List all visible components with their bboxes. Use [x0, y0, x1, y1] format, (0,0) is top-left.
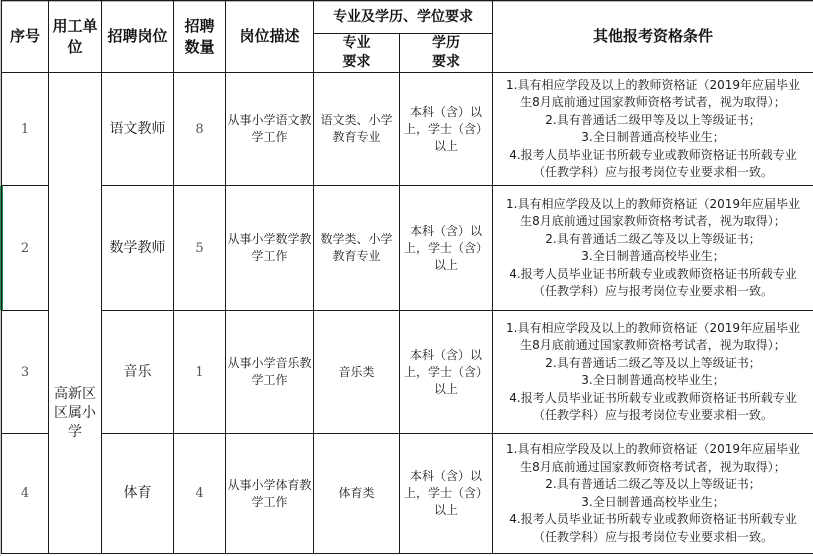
condition-line: 生8月底前通过国家教师资格考试者，视为取得）；	[520, 338, 786, 352]
row-major: 数学类、小学教育专业	[314, 186, 400, 311]
row-desc: 从事小学体育教学工作	[226, 434, 314, 554]
recruitment-table	[1, 0, 813, 554]
row-conditions	[493, 434, 813, 554]
condition-line: 1.具有相应学段及以上的教师资格证（2019年应届毕业	[506, 77, 800, 92]
header-seq: 序号	[2, 1, 49, 73]
row-seq: 2	[2, 186, 49, 311]
table-row	[2, 73, 813, 186]
condition-line: 2.具有普通话二级乙等及以上等级证书；	[545, 231, 761, 246]
row-conditions	[493, 73, 813, 186]
row-seq: 3	[2, 311, 49, 434]
employer-unit-text: 高新区区属小学	[54, 385, 96, 440]
row-major: 体育类	[314, 434, 400, 554]
row-education: 本科（含）以上，学士（含）以上	[400, 186, 493, 311]
row-education: 本科（含）以上，学士（含）以上	[400, 73, 493, 186]
row-desc: 从事小学数学教学工作	[226, 186, 314, 311]
condition-line: （任教学科）应与报考岗位专业要求相一致。	[532, 529, 773, 544]
header-major: 专业要求	[314, 34, 400, 73]
row-education: 本科（含）以上，学士（含）以上	[400, 311, 493, 434]
condition-line: 3.全日制普通高校毕业生；	[581, 249, 725, 263]
condition-line: （任教学科）应与报考岗位专业要求相一致。	[532, 284, 773, 298]
row-count: 4	[174, 434, 226, 554]
row-seq: 1	[2, 73, 49, 186]
condition-line: 生8月底前通过国家教师资格考试者，视为取得）；	[520, 95, 786, 109]
header-post: 招聘岗位	[102, 1, 174, 73]
row-desc: 从事小学音乐教学工作	[226, 311, 314, 434]
row-post: 音乐	[102, 311, 174, 434]
row-major: 语文类、小学教育专业	[314, 73, 400, 186]
row-count: 5	[174, 186, 226, 311]
condition-line: 4.报考人员毕业证书所载专业或教师资格证书所载专业	[509, 390, 797, 405]
row-desc: 从事小学语文教学工作	[226, 73, 314, 186]
row-post: 数学教师	[102, 186, 174, 311]
condition-line: 1.具有相应学段及以上的教师资格证（2019年应届毕业	[506, 320, 800, 335]
condition-line: （任教学科）应与报考岗位专业要求相一致。	[532, 165, 773, 179]
condition-line: 4.报考人员毕业证书所载专业或教师资格证书所载专业	[509, 147, 797, 162]
row-post: 语文教师	[102, 73, 174, 186]
table-row	[2, 434, 813, 554]
row-education: 本科（含）以上，学士（含）以上	[400, 434, 493, 554]
header-count: 招聘数量	[174, 1, 226, 73]
row-post: 体育	[102, 434, 174, 554]
row-conditions	[493, 311, 813, 434]
condition-line: 2.具有普通话二级甲等及以上等级证书；	[545, 112, 761, 127]
condition-line: 生8月底前通过国家教师资格考试者，视为取得）；	[520, 459, 786, 474]
row-major: 音乐类	[314, 311, 400, 434]
condition-line: 3.全日制普通高校毕业生；	[581, 494, 725, 509]
row-conditions	[493, 186, 813, 311]
condition-line: 1.具有相应学段及以上的教师资格证（2019年应届毕业	[506, 442, 800, 456]
header-desc: 岗位描述	[226, 1, 314, 73]
condition-line: 2.具有普通话二级乙等及以上等级证书；	[545, 355, 761, 370]
employer-unit	[49, 73, 102, 554]
header-unit: 用工单位	[49, 1, 102, 73]
header-requirements-group: 专业及学历、学位要求	[314, 1, 493, 34]
row-count: 1	[174, 311, 226, 434]
table-row	[2, 311, 813, 434]
condition-line: 4.报考人员毕业证书所载专业或教师资格证书所载专业	[509, 266, 797, 281]
table-row	[2, 186, 813, 311]
row-seq: 4	[2, 434, 49, 554]
condition-line: 3.全日制普通高校毕业生；	[581, 373, 725, 387]
condition-line: 1.具有相应学段及以上的教师资格证（2019年应届毕业	[506, 196, 800, 211]
condition-line: （任教学科）应与报考岗位专业要求相一致。	[532, 408, 773, 422]
condition-line: 3.全日制普通高校毕业生；	[581, 130, 725, 144]
condition-line: 生8月底前通过国家教师资格考试者，视为取得）；	[520, 214, 786, 228]
header-education: 学历要求	[400, 34, 493, 73]
condition-line: 4.报考人员毕业证书所载专业或教师资格证书所载专业	[509, 512, 797, 526]
header-other-conditions: 其他报考资格条件	[493, 1, 813, 73]
row-count: 8	[174, 73, 226, 186]
condition-line: 2.具有普通话二级乙等及以上等级证书；	[545, 477, 761, 491]
